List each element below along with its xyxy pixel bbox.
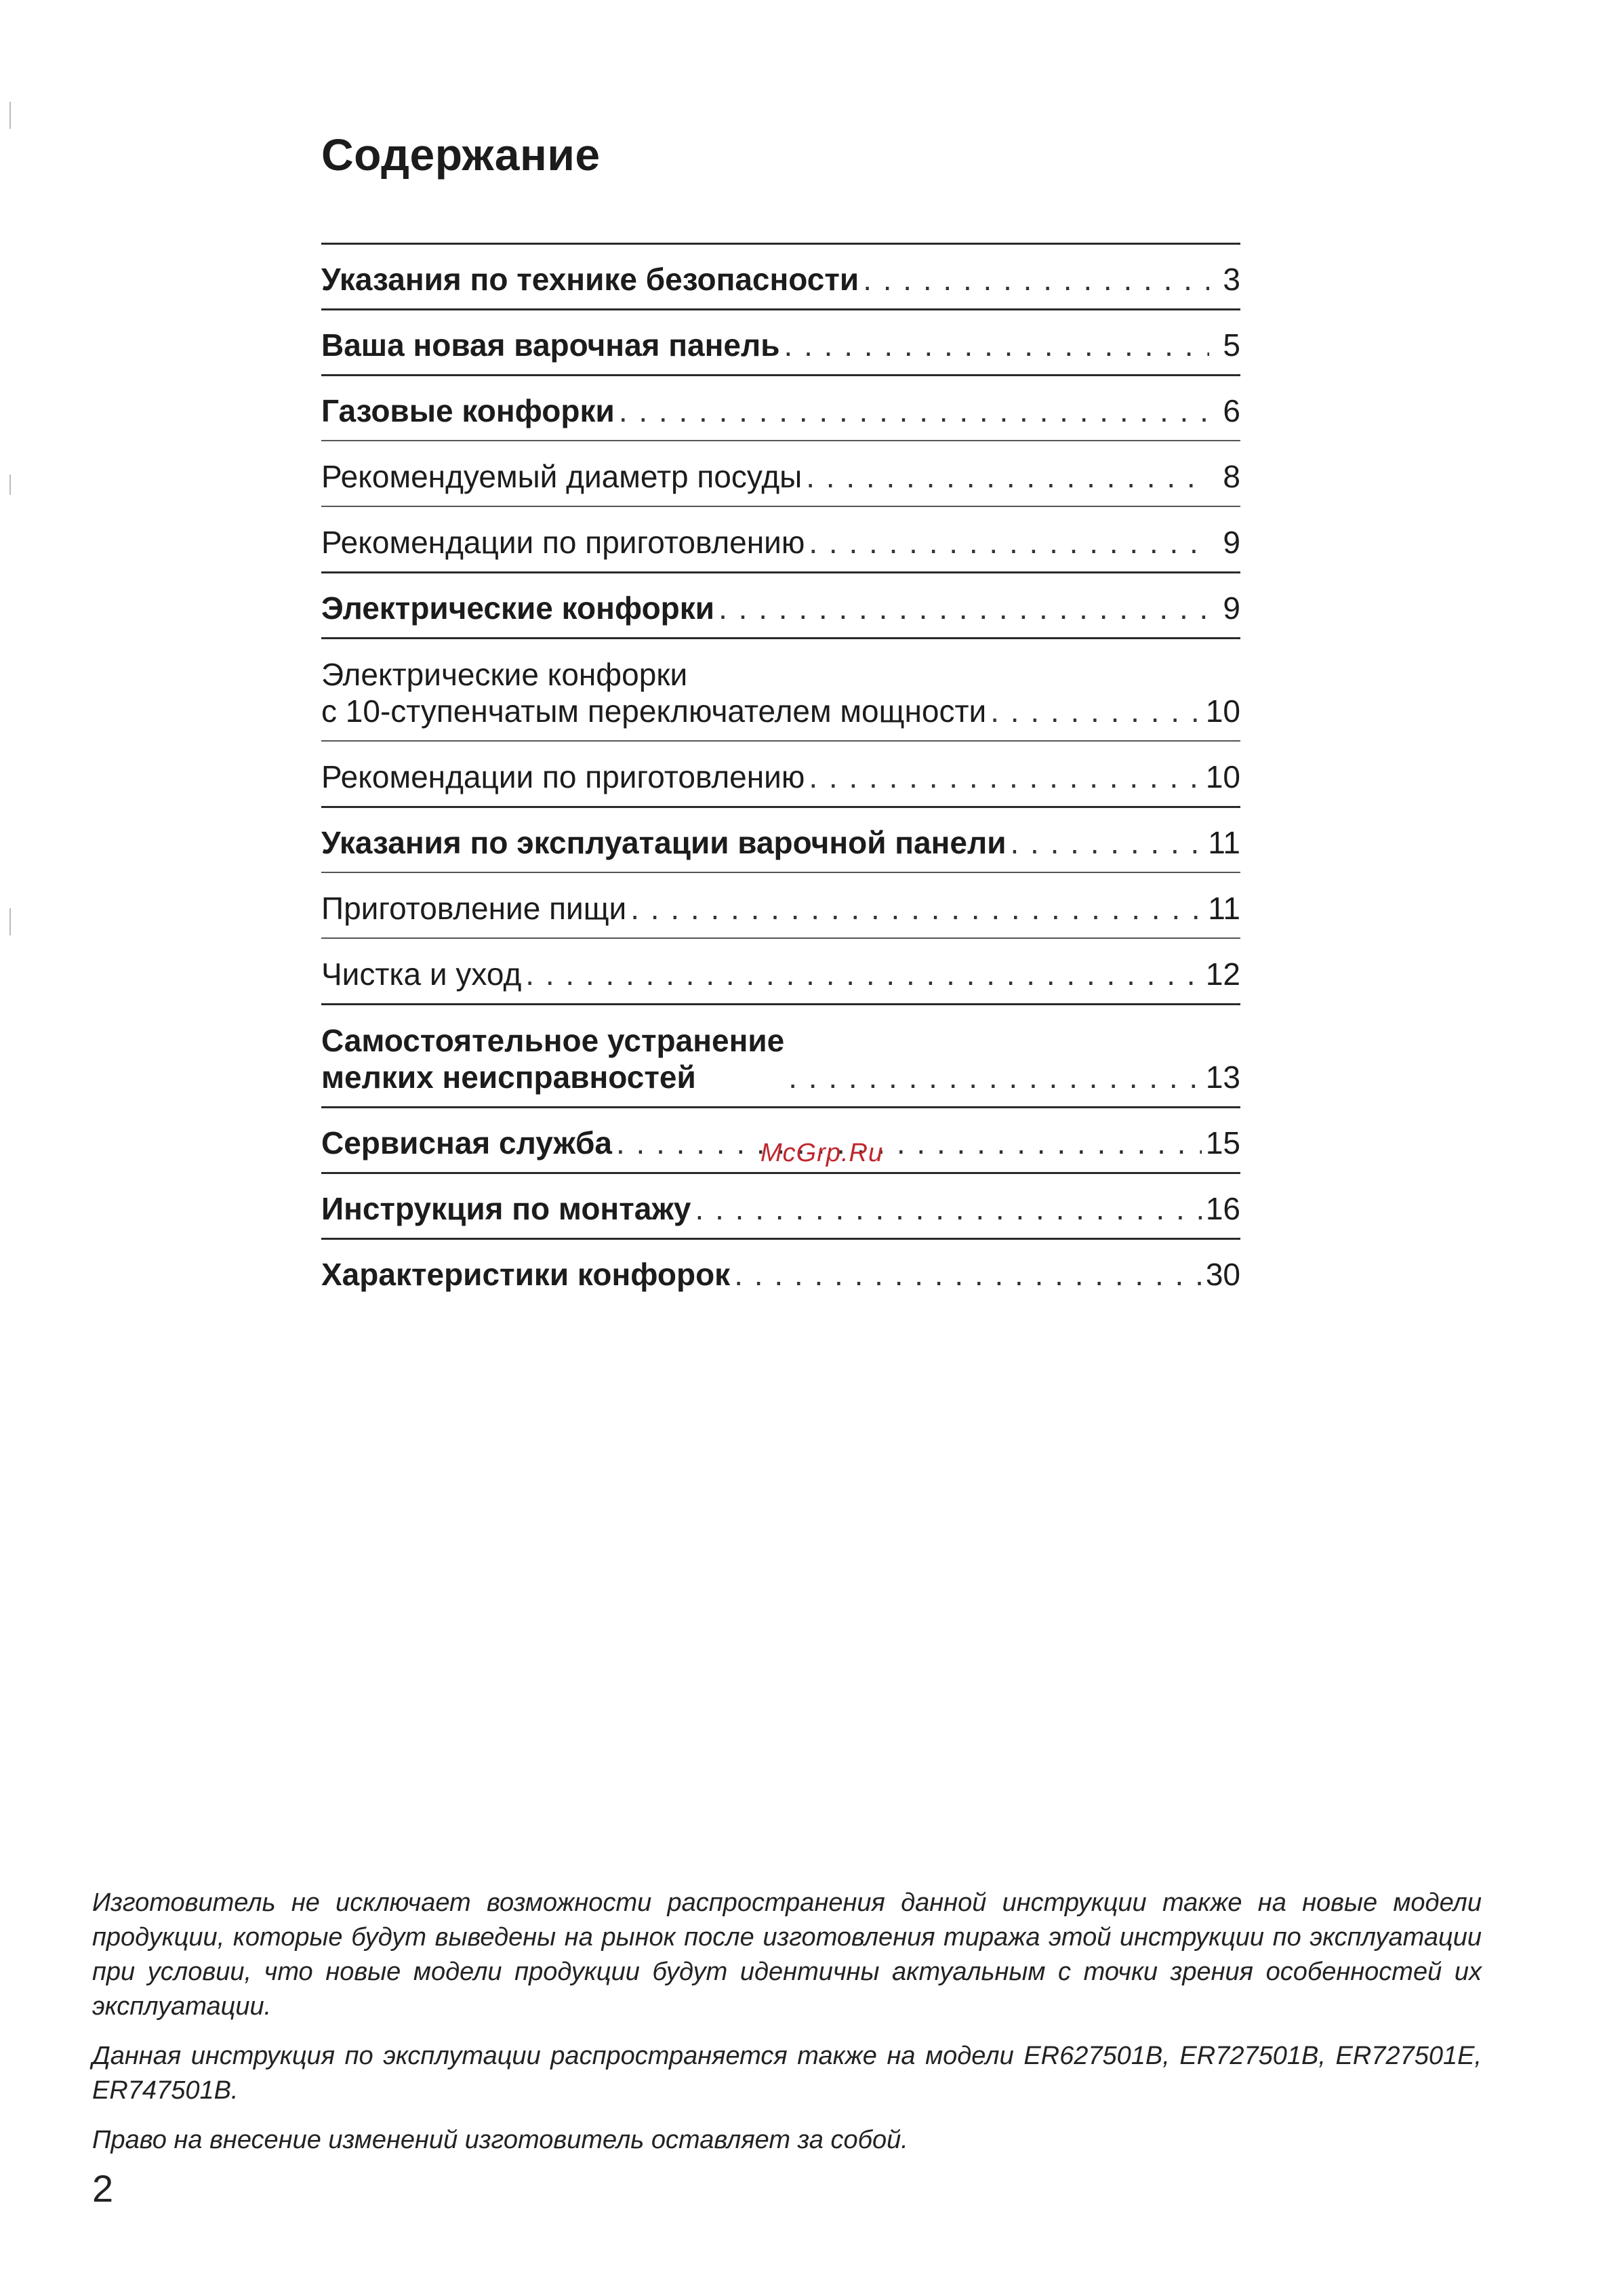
leader-dots xyxy=(525,956,1202,992)
toc-entry-cleaning-care[interactable] xyxy=(321,937,1240,1003)
leader-dots xyxy=(863,261,1209,298)
toc-entry-title xyxy=(321,656,986,729)
leader-dots xyxy=(695,1190,1202,1227)
toc-entry-title: Сервисная служба xyxy=(321,1125,612,1160)
toc-entry-title: Рекомендации по приготовлению xyxy=(321,525,805,560)
toc-entry-title: Указания по технике безопасности xyxy=(321,262,859,297)
toc-entry-page: 12 xyxy=(1205,956,1240,992)
toc-entry-cooking[interactable] xyxy=(321,872,1240,937)
toc-entry-burner-specs[interactable] xyxy=(321,1238,1240,1304)
toc-entry-installation[interactable] xyxy=(321,1172,1240,1238)
leader-dots xyxy=(619,392,1209,429)
toc-entry-pan-diameter[interactable] xyxy=(321,440,1240,506)
toc-entry-title: Характеристики конфорок xyxy=(321,1257,731,1292)
scan-artifact xyxy=(9,102,11,129)
leader-dots xyxy=(1011,824,1204,861)
leader-dots xyxy=(809,524,1209,561)
leader-dots xyxy=(718,590,1209,626)
toc-entry-title: Ваша новая варочная панель xyxy=(321,327,780,363)
scan-artifact xyxy=(9,474,11,495)
toc-entry-new-hob[interactable] xyxy=(321,308,1240,374)
toc-entry-title-line1: Самостоятельное устранение xyxy=(321,1023,785,1058)
toc-entry-page: 13 xyxy=(1205,1059,1240,1095)
toc-entry-cooking-tips-electric[interactable] xyxy=(321,740,1240,806)
toc-entry-page: 10 xyxy=(1205,759,1240,794)
toc-entry-title: Газовые конфорки xyxy=(321,393,615,428)
toc-entry-title-line1: Электрические конфорки xyxy=(321,657,688,692)
toc-entry-10-step-electric[interactable] xyxy=(321,637,1240,740)
toc-entry-title: Чистка и уход xyxy=(321,956,522,992)
leader-dots xyxy=(630,890,1204,927)
toc-entry-title xyxy=(321,1022,784,1095)
leader-dots xyxy=(784,327,1209,363)
leader-dots xyxy=(990,693,1202,729)
toc-entry-page: 5 xyxy=(1223,327,1240,363)
scan-artifact xyxy=(9,908,11,935)
leader-dots xyxy=(734,1256,1202,1293)
toc-entry-title: Указания по эксплуатации варочной панели xyxy=(321,825,1007,860)
toc-entry-page: 11 xyxy=(1208,825,1240,860)
toc-entry-safety[interactable] xyxy=(321,243,1240,308)
leader-dots xyxy=(806,458,1209,495)
toc-entry-usage-instructions[interactable] xyxy=(321,806,1240,872)
toc-entry-page: 10 xyxy=(1205,693,1240,729)
toc-entry-page: 3 xyxy=(1223,262,1240,297)
watermark: McGrp.Ru xyxy=(760,1139,884,1167)
leader-dots xyxy=(788,1059,1202,1095)
toc-entry-page: 8 xyxy=(1223,459,1240,494)
toc-entry-troubleshooting[interactable] xyxy=(321,1003,1240,1106)
toc-entry-page: 9 xyxy=(1223,525,1240,560)
toc-entry-title-line2: мелких неисправностей xyxy=(321,1059,696,1095)
page-title: Содержание xyxy=(321,129,601,180)
toc-entry-page: 15 xyxy=(1205,1125,1240,1160)
note-paragraph: Право на внесение изменений изготовитель оставляет за собой. xyxy=(92,2126,908,2154)
toc-entry-cooking-tips-gas[interactable] xyxy=(321,506,1240,571)
toc-entry-page: 9 xyxy=(1223,590,1240,626)
footer-notes xyxy=(92,1886,1482,2173)
note-paragraph: Изготовитель не исключает возможности распространения данной инструкции также на новые модели продукции, которые будут выведены на рынок после изготовления тиража этой инструкции по эксплуатации при условии, что новые модели продукции будут идентичны актуальным с точки зрения особенностей их эксплуатации. xyxy=(92,1888,1482,2021)
toc-entry-title: Инструкция по монтажу xyxy=(321,1191,691,1226)
toc-entry-title-line2: с 10-ступенчатым переключателем мощности xyxy=(321,693,987,729)
page-number: 2 xyxy=(92,2167,114,2210)
toc-entry-electric-burners[interactable] xyxy=(321,571,1240,637)
leader-dots xyxy=(616,1125,1202,1161)
toc-entry-title: Рекомендации по приготовлению xyxy=(321,759,805,794)
toc-entry-gas-burners[interactable] xyxy=(321,374,1240,440)
toc-entry-title: Электрические конфорки xyxy=(321,590,715,626)
toc-entry-page: 11 xyxy=(1208,891,1240,926)
toc-entry-page: 16 xyxy=(1205,1191,1240,1226)
toc-entry-title: Приготовление пищи xyxy=(321,891,627,926)
leader-dots xyxy=(809,759,1201,795)
toc-entry-page: 6 xyxy=(1223,393,1240,428)
toc-entry-title: Рекомендуемый диаметр посуды xyxy=(321,459,803,494)
toc-entry-page: 30 xyxy=(1205,1257,1240,1292)
note-paragraph: Данная инструкция по эксплутации распространяется также на модели ER627501B, ER727501B, ER727501E, ER747501B. xyxy=(92,2042,1482,2105)
